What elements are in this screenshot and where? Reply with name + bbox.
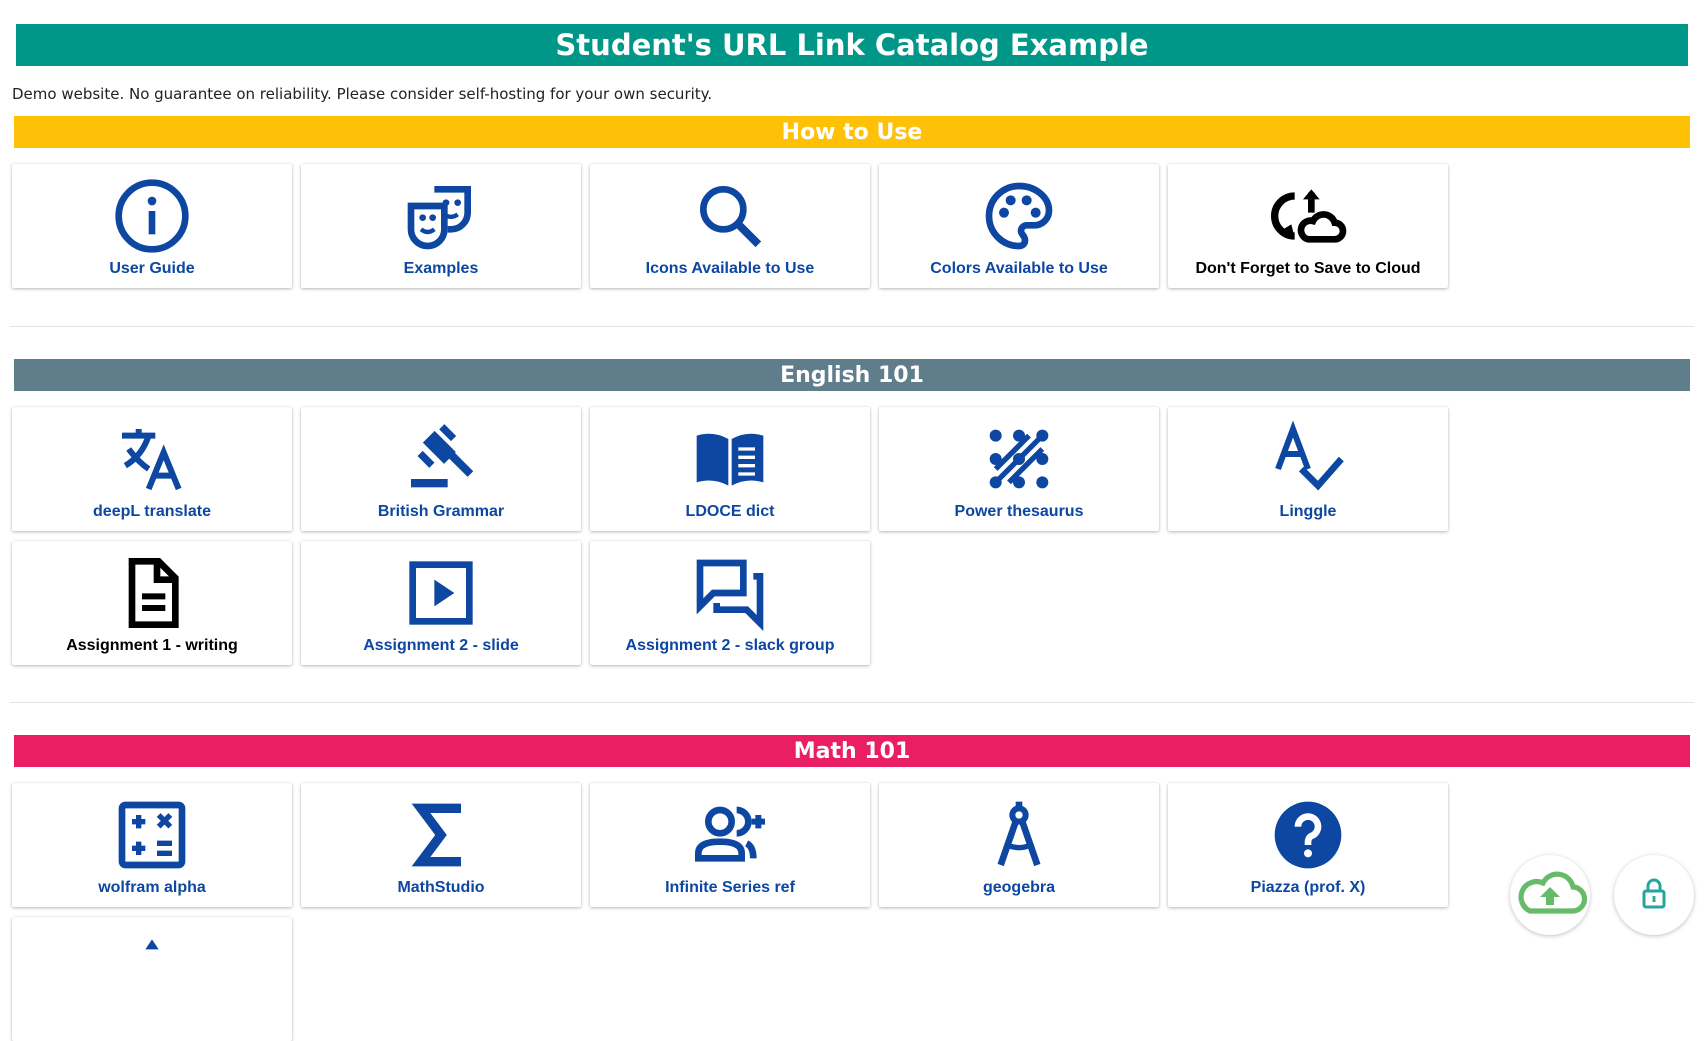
demo-notice: Demo website. No guarantee on reliability. Please consider self-hosting for your own security. — [12, 85, 713, 103]
page-title: Student's URL Link Catalog Example — [16, 24, 1688, 66]
link-card-piazza[interactable] — [1168, 783, 1448, 907]
compass-icon — [979, 795, 1059, 875]
link-card-label: Assignment 1 - writing — [66, 637, 238, 654]
link-card-power-thesaurus[interactable] — [879, 407, 1159, 531]
link-card-partial[interactable] — [12, 917, 292, 1041]
slideshow-icon — [401, 553, 481, 633]
section-header-english-101: English 101 — [14, 359, 1690, 391]
link-card-label: wolfram alpha — [98, 879, 206, 896]
help-circle-icon — [1268, 795, 1348, 875]
link-card-label: Linggle — [1279, 503, 1337, 520]
link-card-wolfram-alpha[interactable] — [12, 783, 292, 907]
section-header-how-to-use: How to Use — [14, 116, 1690, 148]
link-card-label: User Guide — [109, 260, 195, 277]
link-card-label: Examples — [403, 260, 479, 277]
link-card-label: Colors Available to Use — [930, 260, 1108, 277]
forum-icon — [690, 553, 770, 633]
palette-icon — [979, 176, 1059, 256]
link-card-user-guide[interactable] — [12, 164, 292, 288]
link-card-british-grammar[interactable] — [301, 407, 581, 531]
link-card-ldoce-dict[interactable] — [590, 407, 870, 531]
link-card-assignment-2-slack-group[interactable] — [590, 541, 870, 665]
link-card-label: Don't Forget to Save to Cloud — [1195, 260, 1421, 277]
link-card-icons-available[interactable] — [590, 164, 870, 288]
link-card-assignment-1-writing[interactable] — [12, 541, 292, 665]
sigma-icon — [401, 795, 481, 875]
lock-button[interactable] — [1614, 855, 1694, 935]
link-card-linggle[interactable] — [1168, 407, 1448, 531]
calculator-icon — [112, 795, 192, 875]
section-header-math-101: Math 101 — [14, 735, 1690, 767]
link-card-label: Assignment 2 - slack group — [625, 637, 835, 654]
section-divider — [10, 326, 1694, 327]
link-card-label: Power thesaurus — [954, 503, 1084, 520]
info-icon — [112, 176, 192, 256]
link-card-colors-available[interactable] — [879, 164, 1159, 288]
section-divider — [10, 702, 1694, 703]
link-card-deepl-translate[interactable] — [12, 407, 292, 531]
link-card-label: LDOCE dict — [685, 503, 775, 520]
partial-icon — [112, 931, 192, 1011]
account-plus-icon — [690, 795, 770, 875]
upload-to-cloud-button[interactable] — [1510, 855, 1590, 935]
link-card-assignment-2-slide[interactable] — [301, 541, 581, 665]
link-card-label: Icons Available to Use — [645, 260, 815, 277]
link-card-label: British Grammar — [377, 503, 505, 520]
link-card-label: deepL translate — [93, 503, 211, 520]
graph-dots-icon — [979, 419, 1059, 499]
link-card-label: Piazza (prof. X) — [1250, 879, 1366, 896]
book-open-icon — [690, 419, 770, 499]
cloud-sync-icon — [1268, 176, 1348, 256]
lock-icon — [1640, 877, 1668, 914]
search-icon — [690, 176, 770, 256]
theater-masks-icon — [401, 176, 481, 256]
link-card-label: MathStudio — [397, 879, 485, 896]
link-card-label: geogebra — [982, 879, 1055, 896]
link-card-save-to-cloud[interactable] — [1168, 164, 1448, 288]
translate-icon — [112, 419, 192, 499]
link-card-infinite-series-ref[interactable] — [590, 783, 870, 907]
link-card-geogebra[interactable] — [879, 783, 1159, 907]
link-card-examples[interactable] — [301, 164, 581, 288]
document-icon — [112, 553, 192, 633]
link-card-label: Assignment 2 - slide — [363, 637, 519, 654]
link-card-label: Infinite Series ref — [665, 879, 795, 896]
gavel-icon — [401, 419, 481, 499]
cloud-upload-icon — [1512, 869, 1588, 922]
spellcheck-icon — [1268, 419, 1348, 499]
link-card-mathstudio[interactable] — [301, 783, 581, 907]
